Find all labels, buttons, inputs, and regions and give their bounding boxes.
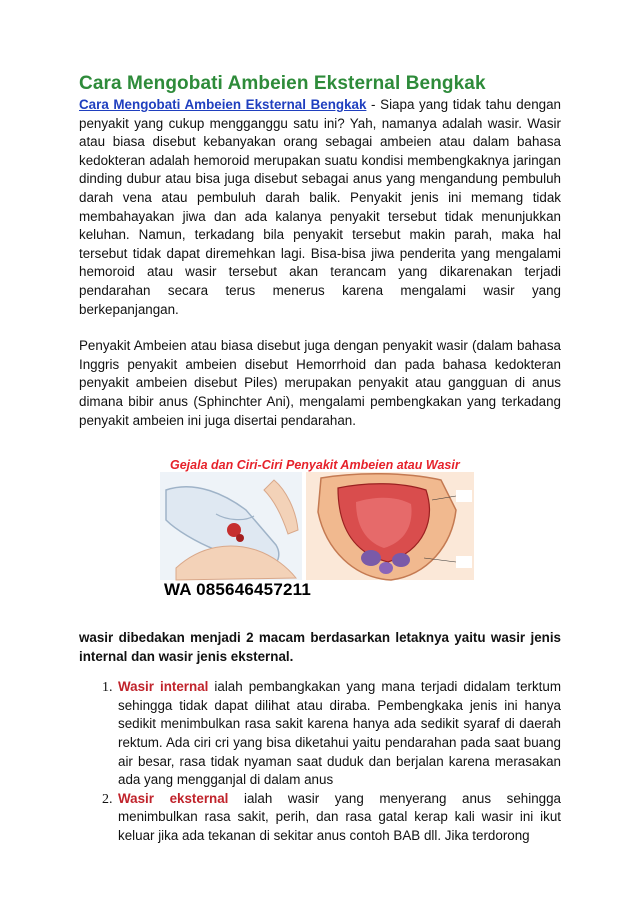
hemorrhoid-illustration	[156, 450, 478, 610]
list-item-term: Wasir internal	[118, 679, 209, 695]
contact-number: WA 085646457211	[164, 580, 311, 600]
page-title: Cara Mengobati Ambeien Eksternal Bengkak	[79, 73, 486, 94]
definition-paragraph: Penyakit Ambeien atau biasa disebut juga dengan penyakit wasir (dalam bahasa Inggris penyakit ambeien disebut Hemorrhoid dan pada bahasa kedokteran penyakit ambeien disebut Piles) merupakan penyakit atau gangguan di anus dimana bibir anus (Sphinchter Ani), mengalami pembengkakan yang terkadang penyakit ambeien ini juga disertai pendarahan.	[79, 338, 561, 428]
list-item-term: Wasir eksternal	[118, 790, 229, 806]
document-page	[79, 72, 561, 846]
hemorrhoid-type-list	[79, 678, 561, 845]
list-item	[116, 678, 561, 790]
glove-hand-image	[160, 472, 302, 580]
anatomy-cross-section-image	[306, 472, 474, 580]
list-item	[116, 790, 561, 846]
list-item-text: ialah pembangkakan yang mana terjadi didalam terktum sehingga tidak dapat dilihat atau diraba. Pembengkaka jenis ini hanya sedikit menimbulkan rasa sakit karena hanya ada sedikit syaraf di daerah rektum. Ada ciri cri yang bisa diketahui yaitu pendarahan pada saat buang air besar, rasa tidak nyaman saat duduk dan berjalan karena merasakan ada yang mengganjal di dalam anus	[118, 679, 561, 788]
intro-paragraph	[79, 96, 561, 319]
intro-text: - Siapa yang tidak tahu dengan penyakit yang cukup mengganggu satu ini? Yah, namanya adalah wasir. Wasir atau biasa disebut kebanyakan orang sebagai ambeien atau dalam bahasa kedokteran adalah hemoroid merupakan suatu kondisi membengkaknya jaringan dinding dubur atau bisa juga disebut sebagai anus yang mengandung pembuluh darah vena atau pembuluh darah balik. Penyakit jenis ini memang tidak membahayakan jiwa dan ada kalanya penyakit tersebut tidak menunjukkan keluhan. Namun, terkadang bila penyakit tersebut makin parah, maka hal tersebut tidak dapat diremehkan lagi. Bisa-bisa jiwa penderita yang mengalami hemoroid atau wasir tersebut akan terancam yang dikarenakan terjadi pendarahan secara terus menerus karena mengalami wasir yang berkepanjangan.	[79, 97, 561, 317]
classification-paragraph: wasir dibedakan menjadi 2 macam berdasarkan letaknya yaitu wasir jenis internal dan wasir jenis eksternal.	[79, 630, 561, 664]
title-link[interactable]: Cara Mengobati Ambeien Eksternal Bengkak	[79, 97, 367, 112]
list-item-text: ialah wasir yang menyerang anus sehingga menimbulkan rasa sakit, perih, dan rasa gatal kerap kali wasir ini ikut keluar jika ada tekanan di sekitar anus contoh BAB dll. Jika terdorong	[118, 790, 562, 844]
illustration-title: Gejala dan Ciri-Ciri Penyakit Ambeien atau Wasir	[170, 458, 460, 473]
